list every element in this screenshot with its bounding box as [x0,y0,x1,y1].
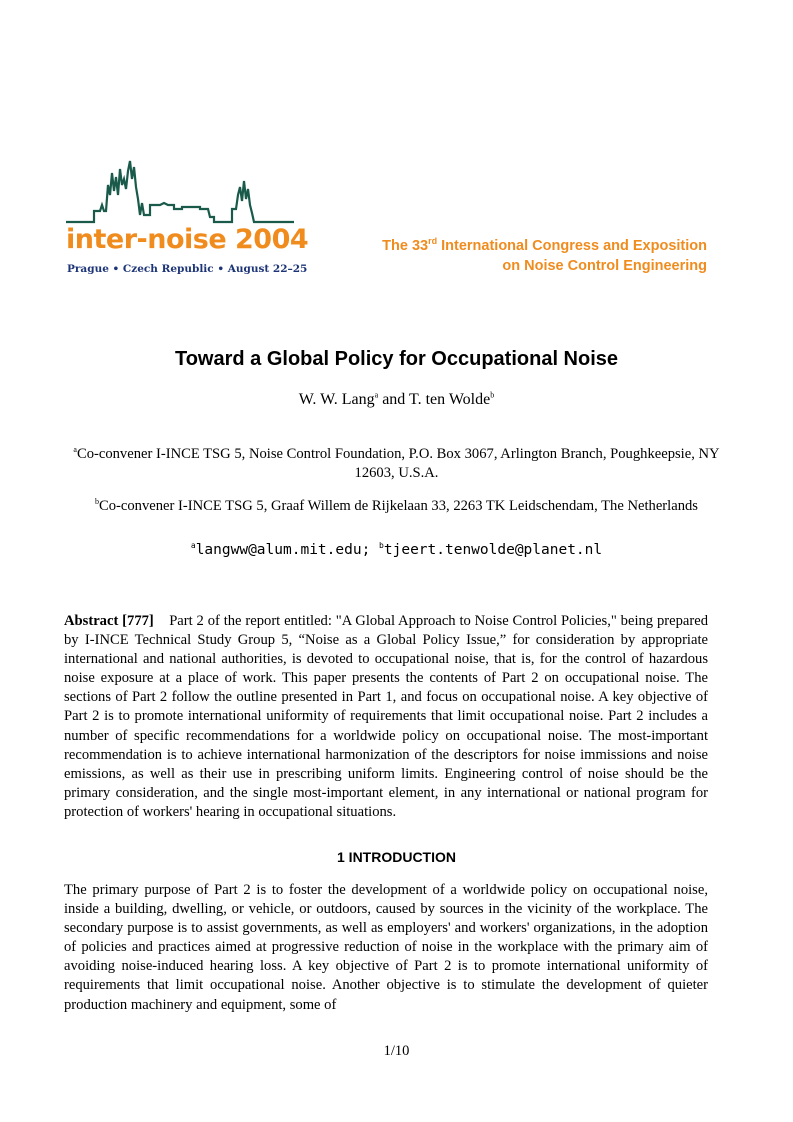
inter-noise-logo [64,155,309,281]
author-1: W. W. Lang [298,391,375,408]
congress-ordinal-suffix: rd [428,236,438,247]
email-b-link[interactable]: tjeert.tenwolde@planet.nl [383,542,603,558]
author-emails [0,540,793,560]
abstract-text: Part 2 of the report entitled: "A Global Approach to Noise Control Policies," being prepared by I-INCE Technical Study Group 5, “Noise as a Global Policy Issue,” for consideration by appropriate international and national authorities, is devoted to occupational noise, that is, for the control of hazardous noise exposure at a place of work. This paper presents the contents of Part 2 on occupational noise. The sections of Part 2 follow the outline presented in Part 1, and focus on occupational noise. A key objective of Part 2 is to promote international uniformity of requirements that limit occupational noise. Part 2 includes a number of specific recommendations for a worldwide policy on occupational noise. The most-important recommendation is to achieve international harmonization of the descriptors for noise immissions and noise emissions, as well as their use in prescribing uniform limits. Engineering control of noise should be the primary consideration, and the single most-important element, in any international or national program for protection of workers' hearing in occupational situations. [64,613,708,820]
author-1-marker: a [374,390,379,400]
author-2: T. ten Wolde [409,391,491,408]
affiliation-b [60,497,733,516]
congress-title [382,236,707,276]
author-line [0,389,793,411]
author-2-marker: b [490,390,495,400]
paper-title: Toward a Global Policy for Occupational Noise [174,348,619,370]
email-b-marker: b [379,541,384,551]
introduction-paragraph: The primary purpose of Part 2 is to foster the development of a worldwide policy on occupational noise, inside a building, dwelling, or vehicle, or outdoors, caused by sources in the vicinity of the workplace. The secondary purpose is to assist governments, as well as employers' and workers' organizations, in the adoption of policies and practices aimed at progressive reduction of noise in the workplace with the primary aim of avoiding noise-induced hearing loss. A key objective of Part 2 is to promote international uniformity of requirements that limit occupational noise. Another objective is to stimulate the development of quieter production machinery and equipment, some of [64,882,708,1013]
affiliation-b-marker: b [95,497,100,507]
affiliation-b-text: Co-convener I-INCE TSG 5, Graaf Willem de Rijkelaan 33, 2263 TK Leidschendam, The Netherlands [99,498,698,514]
affiliation-a-text: Co-convener I-INCE TSG 5, Noise Control Foundation, P.O. Box 3067, Arlington Branch, Poughkeepsie, NY 12603, U.S.A. [76,446,720,481]
logo-subtitle: Prague • Czech Republic • August 22–25 [67,263,308,275]
congress-ordinal: The 33 [382,238,429,254]
congress-line-2: on Noise Control Engineering [502,258,707,274]
email-a-link[interactable]: langww@alum.mit.edu; [195,542,371,558]
abstract-label: Abstract [777] [64,613,154,629]
affiliation-a [60,445,733,483]
email-a-marker: a [190,541,196,551]
affiliation-a-marker: a [73,445,77,455]
section-heading-introduction: 1 INTRODUCTION [337,849,456,865]
congress-line-1 [382,236,707,256]
logo-brand-text: inter-noise 2004 [66,224,309,255]
page-number: 1/10 [383,1043,410,1059]
author-connector: and [378,391,409,408]
congress-line-1-text: International Congress and Exposition [437,238,707,254]
abstract [64,612,708,822]
